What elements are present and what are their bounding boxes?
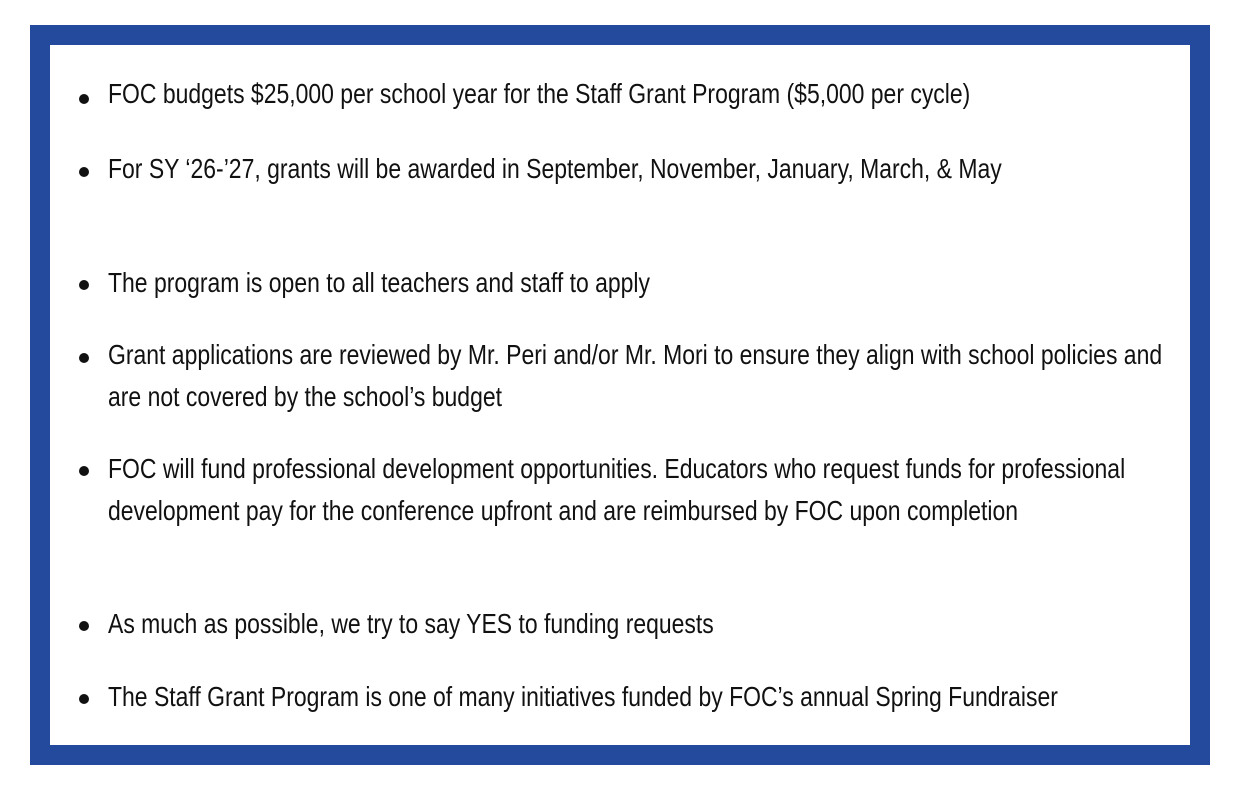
bullet-dot-icon xyxy=(79,167,89,177)
blue-frame xyxy=(30,25,1210,765)
bullet-dot-icon xyxy=(79,694,89,704)
bullet-text: The program is open to all teachers and staff to apply xyxy=(108,267,651,298)
bullet-dot-icon xyxy=(79,466,89,476)
content-card xyxy=(50,45,1190,745)
bullet-text: FOC will fund professional development opportunities. Educators who request funds for professional development pay for the conference upfront and are reimbursed by FOC upon completion xyxy=(108,453,1126,526)
bullet-text: Grant applications are reviewed by Mr. Peri and/or Mr. Mori to ensure they align with school policies and are not covered by the school’s budget xyxy=(108,339,1163,412)
bullet-text: For SY ‘26-’27, grants will be awarded in September, November, January, March, & May xyxy=(108,153,1002,184)
bullet-dot-icon xyxy=(79,353,89,363)
bullet-text: FOC budgets $25,000 per school year for the Staff Grant Program ($5,000 per cycle) xyxy=(108,78,971,109)
bullet-dot-icon xyxy=(79,94,89,104)
bullet-dot-icon xyxy=(79,280,89,290)
bullet-dot-icon xyxy=(79,621,89,631)
bullet-text: As much as possible, we try to say YES to funding requests xyxy=(108,608,714,639)
bullet-text: The Staff Grant Program is one of many initiatives funded by FOC’s annual Spring Fundraiser xyxy=(108,681,1058,712)
